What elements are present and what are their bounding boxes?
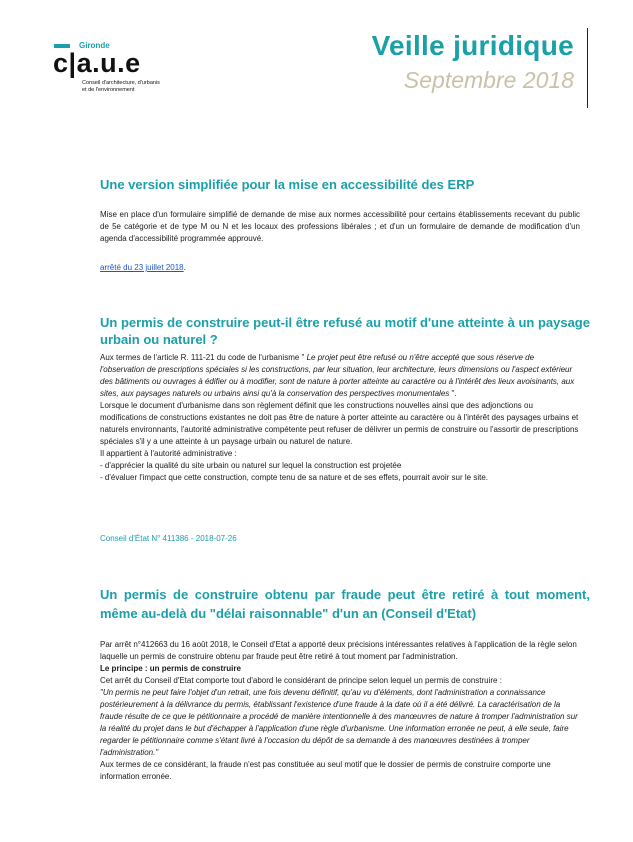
section3-body [100, 639, 580, 783]
section2-quote: Le projet peut être refusé ou n'être accepté que sous réserve de l'observation de prescriptions spéciales si les constructions, par leur situation, leur architecture, leurs dimensions ou l'aspect extérieur des bâtiments ou ouvrages à édifier ou à modifier, sont de nature à porter atteinte au caractère ou à l'intérêt des lieux avoisinants, aux sites, aux paysages naturels ou urbains ainsi qu'à la conservation des perspectives monumentales [100, 353, 575, 398]
logo-subtitle-line: Conseil d'architecture, d'urbanis [82, 80, 160, 86]
section3-para2: Cet arrêt du Conseil d'Etat comporte tout d'abord le considérant de principe selon lequel un permis de construire : [100, 676, 502, 685]
section2-heading: Un permis de construire peut-il être refusé au motif d'une atteinte à un paysage urbain ou naturel ? [100, 315, 590, 347]
section2-para2: Lorsque le document d'urbanisme dans son règlement définit que les constructions nouvelles ainsi que des adjonctions ou modifications de constructions existantes ne doit pas être de nature à porter atteinte au caractère ou à l'intérêt des paysages urbains et naturels environnants, l'autorité administrative compétente peut refuser de délivrer un permis de construire ou l'assortir de prescriptions spéciales s'il y a une atteinte à un paysage urbain ou naturel de nature. [100, 401, 579, 446]
section3-quote: "Un permis ne peut faire l'objet d'un retrait, une fois devenu définitif, qu'au vu d'éléments, dont l'administration a connaissance postérieurement à la délivrance du permis, établissant l'existence d'une fraude à la date où il a été délivré. La caractérisation de la fraude résulte de ce que le pétitionnaire a procédé de manière intentionnelle à des manœuvres de nature à tromper l'administration sur la réalité du projet dans le but d'échapper à l'application d'une règle d'urbanisme. Une information erronée ne peut, à elle seule, faire regarder le pétitionnaire comme s'étant livré à l'occasion du dépôt de sa demande à des manœuvres destinées à tromper l'administration." [100, 688, 578, 757]
arrete-link[interactable]: arrêté du 23 juillet 2018 [100, 263, 184, 272]
link-suffix: . [183, 263, 186, 272]
logo-subtitle-line: et de l'environnement [82, 87, 135, 93]
section1-link-line [100, 262, 186, 274]
section3-para3: Aux termes de ce considérant, la fraude n'est pas constituée au seul motif que le dossier de permis de construire comporte une information erronée. [100, 760, 551, 781]
section1-heading: Une version simplifiée pour la mise en accessibilité des ERP [100, 177, 475, 192]
section3-principle: Le principe : un permis de construire [100, 664, 241, 673]
logo-subtitle [82, 80, 202, 94]
section2-body [100, 352, 580, 484]
page-title: Veille juridique [371, 30, 574, 61]
section2-para3: Il appartient à l'autorité administrative : [100, 449, 237, 458]
section1-body: Mise en place d'un formulaire simplifié de demande de mise aux normes accessibilité pour certains établissements recevant du public de 5e catégorie et de type M ou N et les locaux des professions libérales ; et d'un un formulaire de demande de modification d'un agenda d'accessibilité programmée approuvé. [100, 210, 580, 243]
page-subtitle: Septembre 2018 [403, 67, 574, 93]
section2-intro: Aux termes de l'article R. 111-21 du code de l'urbanisme " [100, 353, 305, 362]
section2-quote-end: ". [449, 389, 457, 398]
section3-para1: Par arrêt n°412663 du 16 août 2018, le Conseil d'Etat a apporté deux précisions intéressantes relatives à l'application de la règle selon laquelle un permis de construire obtenu par fraude peut être retiré à tout moment par l'administration. [100, 640, 577, 661]
section3-heading: Un permis de construire obtenu par fraude peut être retiré à tout moment, même au-delà du "délai raisonnable" d'un an (Conseil d'Etat) [100, 587, 590, 621]
header-divider [587, 28, 588, 108]
logo-region: Gironde [79, 41, 110, 50]
section2-reference: Conseil d'État N° 411386 - 2018-07-26 [100, 534, 237, 543]
section2-bullet: - d'évaluer l'impact que cette construction, compte tenu de sa nature et de ses effets, pourrait avoir sur le site. [100, 473, 488, 482]
caue-logo: c|a.u.e [53, 48, 141, 78]
section2-bullet: - d'apprécier la qualité du site urbain ou naturel sur lequel la construction est projetée [100, 461, 402, 470]
